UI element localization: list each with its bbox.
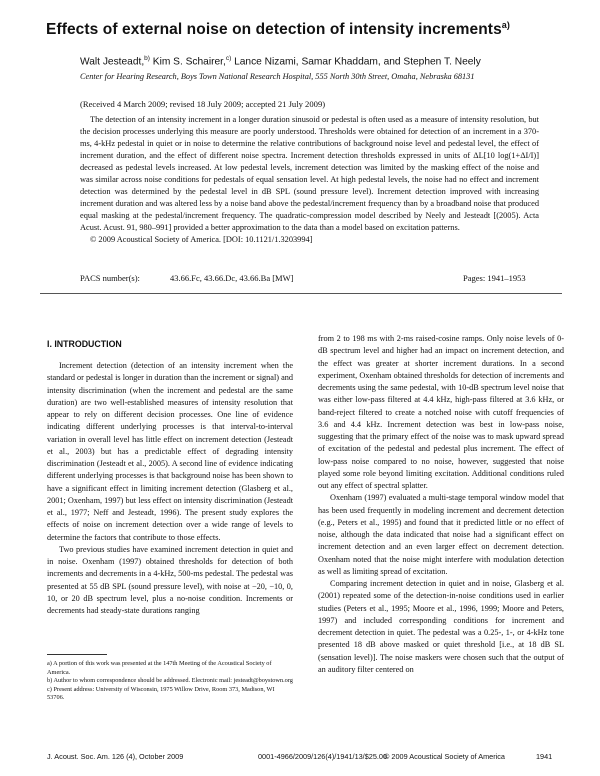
body-paragraph: Comparing increment detection in quiet and in noise, Glasberg et al. (2001) repeated some of the detection-in-noise conditions used in earlier studies (Peters et al., 1995; Moore et al., 1996, 1999; Moore and Peters, 1997) and included corresponding conditions for increment and decrement detection in quiet. The pedestal was a 0.25-, 1-, or 4-kHz tone presented 18 dB above masked or quiet threshold [i.e., at 18 dB SL (sensation level)]. The noise maskers were chosen such that the output of an auditory filter centered on	[318, 579, 564, 674]
right-column	[318, 333, 564, 676]
author-name: Kim S. Schairer,	[149, 56, 226, 68]
body-paragraph: Increment detection (detection of an intensity increment when the standard or pedestal is longer in duration than the increment or signal) and intensity discrimination (when the increment and pedestal are the same duration) are two well-established measures of intensity resolution that appear to rely on different decision processes. One line of evidence indicating different underlying processes is that interval-to-interval variation in overall level has little effect on increment detection (Jesteadt et al., 2003) but has a predictable effect of degrading intensity discrimination (Jesteadt et al., 2005). A second line of evidence indicating different underlying processes is that background noise has been shown to have a significant effect in limiting increment detection (Glasberg et al., 2001; Oxenham, 1997) but less effect on intensity discrimination (Jesteadt et al., 1977; Neff and Jesteadt, 1996). The present study explores the effects of noise on increment detection over a wide range of levels to determine the factors that contribute to those effects.	[47, 361, 293, 542]
body-paragraph: Oxenham (1997) evaluated a multi-stage temporal window model that has been used frequently in modeling increment and decrement detection (e.g., Peters et al., 1995) and found that it predicted little or no effect of noise, although the data indicated that noise had a significant effect on increment detection and an even larger effect on decrement detection. Oxenham noted that the noise might interfere with modulation detection as well as limiting spread of excitation.	[318, 493, 564, 576]
footer-journal: J. Acoust. Soc. Am. 126 (4), October 2009	[47, 752, 184, 761]
body-paragraph: Two previous studies have examined increment detection in quiet and in noise. Oxenham (1997) obtained thresholds for detection of both increments and decrements in a 4-kHz, 500-ms pedestal. The pedestal was presented at 55 dB SPL (sound pressure level), with noise at −20, −10, 0, 10, or 20 dB spectrum level, plus a no-noise condition. Increments or decrements had steady-state durations ranging	[47, 544, 293, 615]
author-name: Lance Nizami, Samar Khaddam, and Stephen T. Neely	[231, 56, 481, 68]
affiliation: Center for Hearing Research, Boys Town National Research Hospital, 555 North 30th Street, Omaha, Nebraska 68131	[80, 72, 475, 81]
paper-title	[46, 20, 556, 39]
footnote: a) A portion of this work was presented at the 147th Meeting of the Acoustical Society of America.	[47, 660, 272, 676]
author-footnote-marker: c)	[225, 55, 232, 62]
author-footnote-marker: b)	[144, 55, 150, 62]
received-dates: (Received 4 March 2009; revised 18 July 2009; accepted 21 July 2009)	[80, 99, 326, 109]
body-paragraph: from 2 to 198 ms with 2-ms raised-cosine ramps. Only noise levels of 0-dB spectrum level and higher had an impact on increment detection, and the effect was greater at shorter increment durations. In a second experiment, Oxenham obtained thresholds for detection of increments and decrements using the same pedestal, with 10-dB spectrum level noise that was either low-pass filtered at 4.4 kHz, high-pass filtered at 3.6 kHz, or band-reject filtered to create a notched noise with cutoff frequencies of 3.6 and 4.4 kHz. Increment detection was best in low-pass noise, suggesting that the primary effect of the noise was to mask upward spread of excitation of the pedestal and pedestal plus increment. The effect of low-pass noise compared to no noise, however, suggested that noise played some role beyond limiting excitation. Additional conditions ruled out any effect of spectral splatter.	[318, 334, 564, 490]
pacs-codes: 43.66.Fc, 43.66.Dc, 43.66.Ba [MW]	[170, 273, 294, 283]
section-heading: I. INTRODUCTION	[47, 339, 122, 349]
header-divider	[40, 293, 562, 294]
title-text: Effects of external noise on detection of intensity increments	[46, 21, 502, 39]
footnote: b) Author to whom correspondence should be addressed. Electronic mail: jesteadt@boystown.org	[47, 677, 293, 685]
footnotes	[47, 660, 293, 703]
copyright-doi: © 2009 Acoustical Society of America. [DOI: 10.1121/1.3203994]	[90, 235, 313, 245]
title-footnote-marker: a)	[501, 20, 510, 30]
footnote: c) Present address: University of Wisconsin, 1975 Willow Drive, Room 373, Madison, WI 53706.	[47, 685, 275, 702]
page-range: Pages: 1941–1953	[463, 273, 526, 283]
footer-code: 0001-4966/2009/126(4)/1941/13/$25.00	[258, 752, 388, 761]
author-name: Walt Jesteadt,	[80, 56, 145, 68]
footnote-divider	[47, 654, 107, 655]
abstract-text: The detection of an intensity increment in a longer duration sinusoid or pedestal is often used as a measure of intensity resolution, but the decision processes underlying this measure are poorly understood. Thresholds were obtained for detection of an increment in a 370-ms, 4-kHz pedestal in quiet or in noise to determine the relative contributions of background noise level and pedestal level, the effect of increment duration, and the effect of different noise spectra. Increment detection thresholds expressed in units of ΔL[10 log(1+ΔI/I)] decreased as pedestal levels increased. At low pedestal levels, increment detection was limited by the masking effect of the noise and was similar across noise conditions for pedestals of equal sensation level. At high pedestal levels, the noise had no effect and increment detection was determined by the pedestal level in dB SPL (sound pressure level). Increment detection improved with increasing increment duration and was altered less by a noise band above the pedestal/increment frequency than by a broadband noise that produced equal masking at the pedestal/increment frequency. The quadratic-compression model described by Neely and Jesteadt [(2005). Acta Acust. Acust. 91, 980–991] provided a better approximation to the data than a model based on excitation patterns.	[80, 115, 539, 233]
abstract	[80, 114, 539, 247]
footer-copyright: © 2009 Acoustical Society of America	[384, 752, 505, 761]
left-column	[47, 360, 293, 617]
footer-page-number: 1941	[536, 752, 553, 761]
pacs-label: PACS number(s):	[80, 273, 140, 283]
author-list	[80, 55, 570, 67]
